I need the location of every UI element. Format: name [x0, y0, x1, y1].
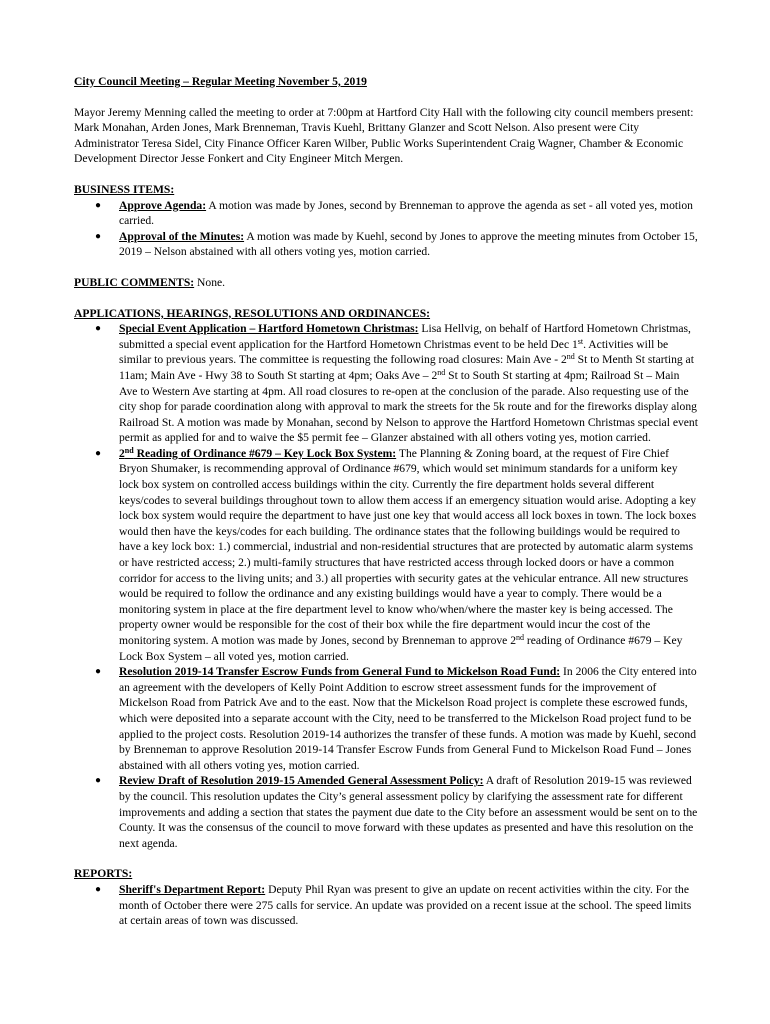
item-text: The Planning & Zoning board, at the request of Fire Chief Bryon Shumaker, is recommending approval of Ordinance #679, which would set minimum standards for a uniform key lock box system on controlled access buildings within the city. Currently the fire department holds several different keys/codes to several buildings throughout town to allow them access if an emergency situation would arise. Adopting a key lock box system would require the department to have just one key that would access all lock boxes in town. The lock boxes would then have the keys/codes for each building. The ordinance states that the following buildings would be required to have a key lock box: 1.) commercial, industrial and non-residential structures that are protected by automatic alarm systems or have restricted access; 2.) multi-family structures that have restricted access through locked doors or have a common corridor for access to the living units; and 3.) all properties with security gates at the vehicular entrance. All new structures would be required to follow the ordinance and any existing buildings would have a year to comply. There would be a monitoring system in place at the fire department level to know who/when/where the master key is being accessed. The property owner would be responsible for the cost of their box while the fire department would incur the cost of the monitoring system. A motion was made by Jones, second by Brenneman to approve 2	[119, 446, 697, 647]
reports-heading: REPORTS:	[74, 867, 133, 881]
item-heading: Resolution 2019-14 Transfer Escrow Funds from General Fund to Mickelson Road Fund:	[119, 665, 561, 679]
applications-section	[74, 306, 700, 852]
ordinal-suffix: nd	[437, 367, 446, 377]
item-heading: Approval of the Minutes:	[119, 229, 245, 243]
bullet-icon: ●	[95, 323, 102, 335]
public-comments-text: None.	[194, 275, 226, 289]
list-item-special-event	[74, 321, 700, 446]
item-text: St to South St starting at 4pm; Railroad St – Main Ave to Western Ave starting at 4pm. All road closures to re-open at the conclusion of the parade. Also requesting use of the city shop for parade coordination along with approval to mark the streets for the 5k route and for the fireworks display along Railroad St. A motion was made by Monahan, second by Nelson to approve the Hartford Hometown Christmas special event permit as applied for and to waive the $5 permit fee – Glanzer abstained with all others voting yes, motion carried.	[119, 368, 698, 445]
item-text: A motion was made by Jones, second by Brenneman to approve the agenda as set - all voted yes, motion carried.	[119, 198, 693, 228]
public-comments-heading: PUBLIC COMMENTS:	[74, 275, 195, 289]
reports-section	[74, 866, 700, 928]
list-item-resolution-2019-14	[74, 664, 700, 773]
intro-paragraph: Mayor Jeremy Menning called the meeting to order at 7:00pm at Hartford City Hall with the following city council members present: Mark Monahan, Arden Jones, Mark Brenneman, Travis Kuehl, Brittany Glanzer and Scott Nelson. Also present were City Administrator Teresa Sidel, City Finance Officer Karen Wilber, Public Works Superintendent Craig Wagner, Chamber & Economic Development Director Jesse Fonkert and City Engineer Mitch Mergen.	[74, 105, 694, 166]
public-comments-section	[74, 275, 700, 291]
ordinal-suffix: nd	[124, 445, 134, 455]
applications-heading: APPLICATIONS, HEARINGS, RESOLUTIONS AND ORDINANCES:	[74, 306, 431, 320]
bullet-icon: ●	[95, 199, 102, 211]
ordinal-suffix: st	[577, 336, 584, 346]
item-text: A motion was made by Kuehl, second by Jones to approve the meeting minutes from October 15, 2019 – Nelson abstained with all others voting yes, motion carried.	[119, 229, 698, 259]
item-heading: Review Draft of Resolution 2019-15 Amended General Assessment Policy:	[119, 774, 484, 788]
list-item-approval-minutes	[74, 229, 700, 260]
item-heading	[119, 447, 396, 460]
bullet-icon: ●	[95, 775, 102, 787]
item-text: St to Menth St starting at 11am; Main Ave - Hwy 38 to South St starting at 4pm; Oaks Ave – 2	[119, 353, 694, 382]
item-text: reading of Ordinance #679 – Key Lock Box System – all voted yes, motion carried.	[119, 634, 683, 663]
bullet-icon: ●	[95, 447, 102, 459]
item-text: A draft of Resolution 2019-15 was reviewed by the council. This resolution updates the City’s general assessment policy by clarifying the assessment rate for different improvements and adding a section that states the payment due date to the City before an assessment would be sent on to the County. It was the consensus of the council to move forward with these updates as presented and have this resolution on the next agenda.	[119, 774, 698, 850]
business-items-section	[74, 182, 700, 260]
bullet-icon: ●	[95, 230, 102, 242]
item-heading-part: 2	[119, 446, 125, 460]
item-text: In 2006 the City entered into an agreement with the developers of Kelly Point Addition to escrow street assessment funds for the improvement of Mickelson Road from Patrick Ave and to the east. Now that the Mickelson Road project is complete these escrowed funds, which were deposited into a separate account with the City, need to be transferred to the Mickelson Road project fund to be applied to the project costs. Resolution 2019-14 authorizes the transfer of these funds. A motion was made by Kuehl, second by Brenneman to approve Resolution 2019-14 Transfer Escrow Funds from General Fund to Mickelson Road Fund – Jones abstained with all others voting yes, motion carried.	[119, 665, 697, 772]
list-item-sheriff-report	[74, 882, 700, 929]
applications-list	[74, 321, 700, 851]
item-heading: Approve Agenda:	[119, 198, 207, 212]
ordinal-suffix: nd	[566, 352, 575, 362]
page-title: City Council Meeting – Regular Meeting November 5, 2019	[74, 75, 367, 88]
business-items-list	[74, 198, 700, 260]
item-text: Deputy Phil Ryan was present to give an update on recent activities within the city. For the month of October there were 275 calls for service. An update was provided on a recent issue at the school. The speed limits at certain areas of town was discussed.	[119, 882, 692, 928]
list-item-approve-agenda	[74, 198, 700, 229]
bullet-icon: ●	[95, 883, 102, 895]
document-page	[74, 74, 700, 944]
bullet-icon: ●	[95, 666, 102, 678]
item-heading: Sheriff's Department Report:	[119, 882, 266, 896]
business-items-heading: BUSINESS ITEMS:	[74, 182, 175, 196]
reports-list	[74, 882, 700, 929]
item-text: . Activities will be similar to previous years. The committee is requesting the following road closures: Main Ave - 2	[119, 337, 669, 367]
list-item-resolution-2019-15	[74, 773, 700, 851]
list-item-ordinance-679	[74, 446, 700, 664]
ordinal-suffix: nd	[516, 633, 525, 642]
item-heading: Special Event Application – Hartford Hometown Christmas:	[119, 322, 419, 336]
item-text: Lisa Hellvig, on behalf of Hartford Hometown Christmas, submitted a special event application for the Hartford Hometown Christmas event to be held Dec 1	[119, 322, 691, 351]
item-heading-part: Reading of Ordinance #679 – Key Lock Box System:	[133, 446, 397, 460]
